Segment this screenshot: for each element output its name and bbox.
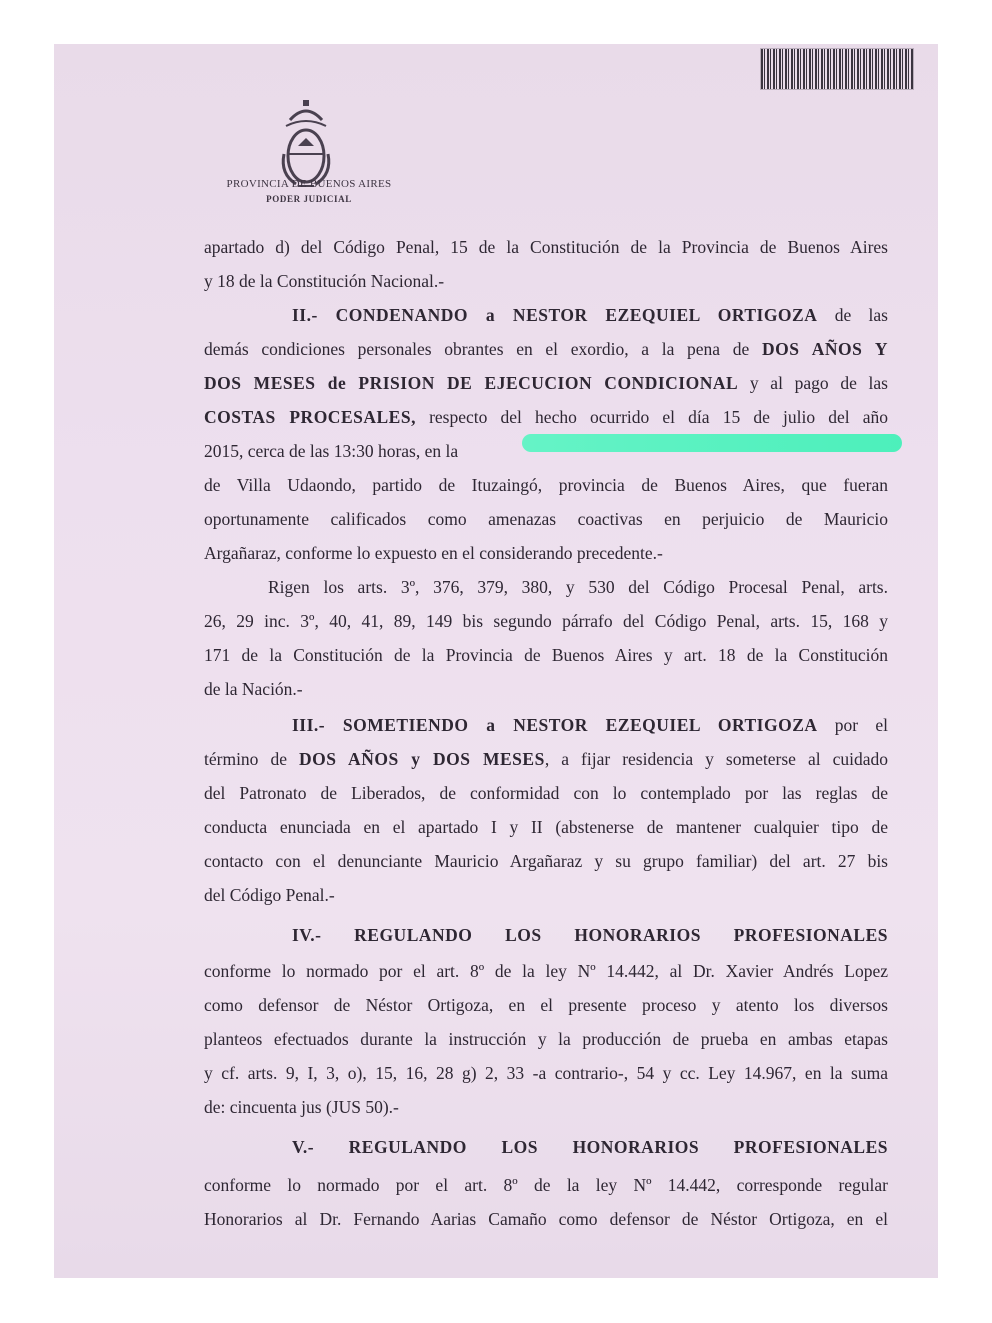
text-line: 2015, cerca de las 13:30 horas, en la	[204, 441, 459, 461]
text-line: Honorarios al Dr. Fernando Aarias Camaño como defensor de Néstor Ortigoza, en el	[204, 1209, 888, 1229]
branch-name: PODER JUDICIAL	[266, 194, 352, 204]
barcode	[760, 48, 914, 90]
text-line: 171 de la Constitución de la Provincia de Buenos Aires y art. 18 de la Constitución	[204, 645, 888, 665]
text-line: y cf. arts. 9, I, 3, o), 15, 16, 28 g) 2, 33 -a contrario-, 54 y cc. Ley 14.967, en la suma	[204, 1063, 888, 1083]
document-page	[54, 44, 938, 1278]
text-line: DOS MESES de PRISION DE EJECUCION CONDICIONAL y al pago de las	[204, 373, 888, 393]
issuer-header	[214, 177, 404, 207]
text-line: contacto con el denunciante Mauricio Argañaraz y su grupo familiar) del art. 27 bis	[204, 851, 888, 871]
text-line: II.- CONDENANDO a NESTOR EZEQUIEL ORTIGOZA de las	[292, 305, 888, 325]
text-line: Rigen los arts. 3º, 376, 379, 380, y 530 del Código Procesal Penal, arts.	[268, 577, 888, 597]
resolution-heading: IV.- REGULANDO LOS HONORARIOS PROFESIONALES	[292, 925, 888, 945]
institution-name: PROVINCIA DE BUENOS AIRES	[226, 178, 392, 190]
resolution-heading: II.- CONDENANDO a NESTOR EZEQUIEL ORTIGOZA	[292, 305, 818, 325]
text-line: del Código Penal.-	[204, 885, 335, 905]
text-line: término de DOS AÑOS y DOS MESES, a fijar residencia y someterse al cuidado	[204, 749, 888, 769]
resolution-heading: V.- REGULANDO LOS HONORARIOS PROFESIONALES	[292, 1137, 888, 1157]
text-line: oportunamente calificados como amenazas coactivas en perjuicio de Mauricio	[204, 509, 888, 529]
text-line: COSTAS PROCESALES, respecto del hecho ocurrido el día 15 de julio del año	[204, 407, 888, 427]
text-line: conforme lo normado por el art. 8º de la ley Nº 14.442, corresponde regular	[204, 1175, 888, 1195]
text-line: de la Nación.-	[204, 679, 303, 699]
text-line: como defensor de Néstor Ortigoza, en el presente proceso y atento los diversos	[204, 995, 888, 1015]
text-line: planteos efectuados durante la instrucción y la producción de prueba en ambas etapas	[204, 1029, 888, 1049]
text-line: de Villa Udaondo, partido de Ituzaingó, provincia de Buenos Aires, que fueran	[204, 475, 888, 495]
text-line: Argañaraz, conforme lo expuesto en el considerando precedente.-	[204, 543, 663, 563]
text-line: conforme lo normado por el art. 8º de la ley Nº 14.442, al Dr. Xavier Andrés Lopez	[204, 961, 888, 981]
text-line: y 18 de la Constitución Nacional.-	[204, 271, 445, 291]
redaction-highlight	[522, 434, 902, 452]
resolution-heading: III.- SOMETIENDO a NESTOR EZEQUIEL ORTIGOZA	[292, 715, 818, 735]
text-line: III.- SOMETIENDO a NESTOR EZEQUIEL ORTIGOZA por el	[292, 715, 888, 735]
text-line: apartado d) del Código Penal, 15 de la Constitución de la Provincia de Buenos Aires	[204, 237, 888, 257]
text-line: conducta enunciada en el apartado I y II (abstenerse de mantener cualquier tipo de	[204, 817, 888, 837]
text-line: de: cincuenta jus (JUS 50).-	[204, 1097, 399, 1117]
text-line: 26, 29 inc. 3º, 40, 41, 89, 149 bis segundo párrafo del Código Penal, arts. 15, 168 y	[204, 611, 888, 631]
text-line: demás condiciones personales obrantes en el exordio, a la pena de DOS AÑOS Y	[204, 339, 888, 359]
text-line: del Patronato de Liberados, de conformidad con lo contemplado por las reglas de	[204, 783, 888, 803]
